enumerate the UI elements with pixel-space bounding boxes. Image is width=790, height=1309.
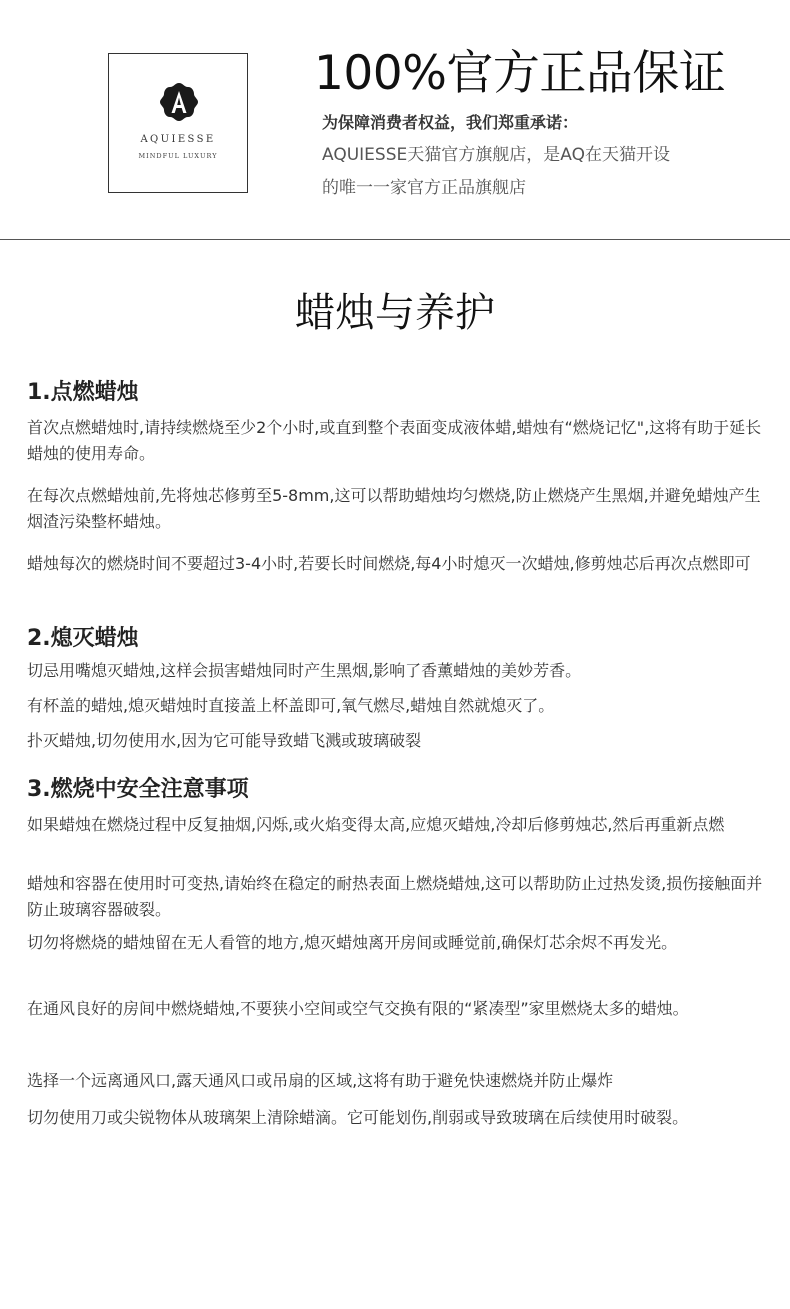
brand-logo-icon — [159, 82, 199, 122]
brand-name: AQUIESSE — [140, 134, 216, 145]
section-paragraph: 蜡烛每次的燃烧时间不要超过3-4小时,若要长时间燃烧,每4小时熄灭一次蜡烛,修剪烛芯后再次点燃即可 — [27, 554, 751, 573]
section-title-safety: 3.燃烧中安全注意事项 — [27, 777, 249, 802]
section-paragraph: 如果蜡烛在燃烧过程中反复抽烟,闪烁,或火焰变得太高,应熄灭蜡烛,冷却后修剪烛芯,然后再重新点燃 — [27, 815, 725, 834]
page-title: 蜡烛与养护 — [295, 290, 495, 336]
section-paragraph: 有杯盖的蜡烛,熄灭蜡烛时直接盖上杯盖即可,氧气燃尽,蜡烛自然就熄灭了。 — [27, 696, 555, 715]
section-paragraph: 在每次点燃蜡烛前,先将烛芯修剪至5-8mm,这可以帮助蜡烛均匀燃烧,防止燃烧产生黑烟,并避免蜡烛产生烟渣污染整杯蜡烛。 — [27, 486, 761, 531]
guarantee-title: 100%官方正品保证 — [314, 46, 726, 101]
section-paragraph: 选择一个远离通风口,露天通风口或吊扇的区域,这将有助于避免快速燃烧并防止爆炸 — [27, 1071, 614, 1090]
header — [0, 0, 790, 240]
section-paragraph: 首次点燃蜡烛时,请持续燃烧至少2个小时,或直到整个表面变成液体蜡,蜡烛有“燃烧记忆",这将有助于延长蜡烛的使用寿命。 — [27, 418, 762, 463]
section-paragraph: 切勿使用刀或尖锐物体从玻璃架上清除蜡滴。它可能划伤,削弱或导致玻璃在后续使用时破裂。 — [27, 1108, 689, 1127]
section-title-extinguishing: 2.熄灭蜡烛 — [27, 626, 139, 651]
section-title-lighting: 1.点燃蜡烛 — [27, 380, 139, 405]
guarantee-subtitle: 为保障消费者权益，我们郑重承诺： — [322, 113, 579, 132]
brand-logo — [108, 53, 248, 193]
brand-tagline: MINDFUL LUXURY — [138, 152, 218, 160]
header-divider — [0, 239, 790, 240]
section-paragraph: 切忌用嘴熄灭蜡烛,这样会损害蜡烛同时产生黑烟,影响了香薰蜡烛的美妙芳香。 — [27, 661, 582, 680]
section-paragraph: 切勿将燃烧的蜡烛留在无人看管的地方,熄灭蜡烛离开房间或睡觉前,确保灯芯余烬不再发光。 — [27, 933, 678, 952]
section-paragraph: 在通风良好的房间中燃烧蜡烛,不要狭小空间或空气交换有限的“紧凑型”家里燃烧太多的蜡烛。 — [27, 999, 689, 1018]
section-paragraph: 扑灭蜡烛,切勿使用水,因为它可能导致蜡飞溅或玻璃破裂 — [27, 731, 422, 750]
section-paragraph: 蜡烛和容器在使用时可变热,请始终在稳定的耐热表面上燃烧蜡烛,这可以帮助防止过热发烫,损伤接触面并防止玻璃容器破裂。 — [27, 874, 763, 919]
guarantee-description: AQUIESSE天猫官方旗舰店，是AQ在天猫开设的唯一一家官方正品旗舰店 — [322, 145, 670, 198]
